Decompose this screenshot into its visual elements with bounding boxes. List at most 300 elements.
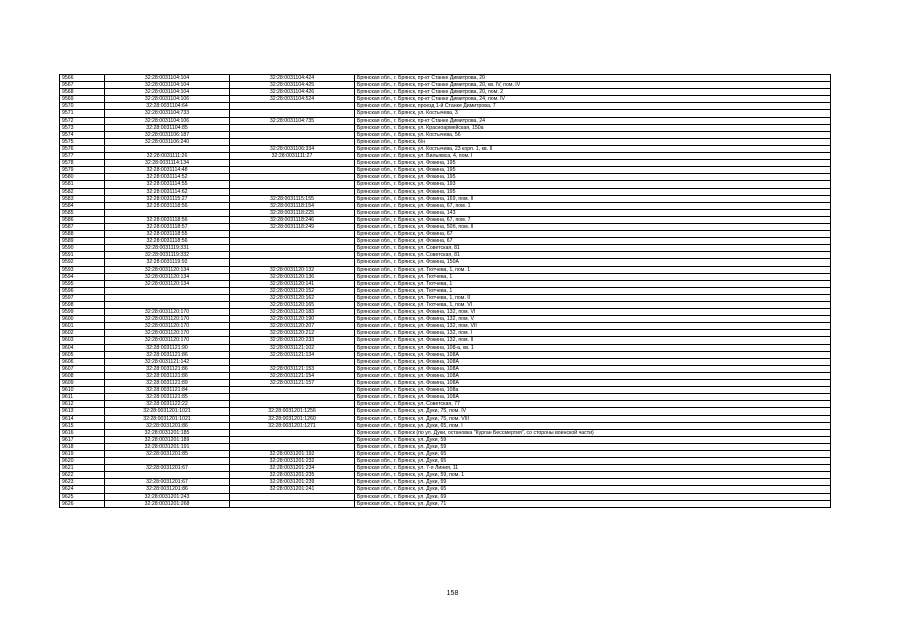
table-row	[60, 216, 831, 223]
land-cadastral-number-cell: 32:28:0031121:142	[105, 358, 230, 365]
object-cadastral-number-cell	[230, 231, 355, 238]
land-cadastral-number-cell: 32:28:0031118:57	[105, 223, 230, 230]
land-cadastral-number-cell: 32:28:0031201:86	[105, 422, 230, 429]
row-number-cell: 9622	[60, 472, 105, 479]
object-cadastral-number-cell: 32:28:0031106:334	[230, 145, 355, 152]
address-cell: Брянская обл., г. Брянск, ул. Фокина, 108А	[355, 351, 831, 358]
row-number-cell: 9576	[60, 145, 105, 152]
land-cadastral-number-cell: 32:28:0031121:86	[105, 372, 230, 379]
row-number-cell: 9620	[60, 458, 105, 465]
row-number-cell: 9588	[60, 231, 105, 238]
object-cadastral-number-cell: 32:28:0031120:183	[230, 309, 355, 316]
row-number-cell: 9612	[60, 401, 105, 408]
land-cadastral-number-cell: 32:28:0031201:1021	[105, 408, 230, 415]
address-cell: Брянская обл., г. Брянск, б/н	[355, 138, 831, 145]
table-row	[60, 82, 831, 89]
object-cadastral-number-cell: 32:28:0031120:136	[230, 273, 355, 280]
land-cadastral-number-cell: 32:28:0031201:1021	[105, 415, 230, 422]
object-cadastral-number-cell: 32:28:0031201:1271	[230, 422, 355, 429]
land-cadastral-number-cell: 32:28:0031120:170	[105, 309, 230, 316]
row-number-cell: 9568	[60, 89, 105, 96]
row-number-cell: 9577	[60, 153, 105, 160]
table-row	[60, 323, 831, 330]
address-cell: Брянская обл., г. Брянск, ул. Дуки, 75, пом. VIII	[355, 415, 831, 422]
address-cell: Брянская обл., г. Брянск, ул. Тютчева, 1, пом. VI	[355, 302, 831, 309]
address-cell: Брянская обл., г. Брянск, ул. Тютчева, 1	[355, 280, 831, 287]
object-cadastral-number-cell: 32:28:0031121:154	[230, 372, 355, 379]
object-cadastral-number-cell: 32:28:0031104:524	[230, 96, 355, 103]
address-cell: Брянская обл., г. Брянск, ул. Тютчева, 1, пом. 1	[355, 266, 831, 273]
table-row	[60, 479, 831, 486]
row-number-cell: 9590	[60, 245, 105, 252]
table-row	[60, 75, 831, 82]
row-number-cell: 9575	[60, 138, 105, 145]
table-row	[60, 202, 831, 209]
object-cadastral-number-cell: 32:28:0031118:225	[230, 209, 355, 216]
land-cadastral-number-cell: 32:28:0031121:86	[105, 351, 230, 358]
table-row	[60, 231, 831, 238]
land-cadastral-number-cell: 32:28:0031121:86	[105, 365, 230, 372]
address-cell: Брянская обл., г. Брянск, ул. Тютчева, 1	[355, 273, 831, 280]
table-row	[60, 394, 831, 401]
object-cadastral-number-cell: 32:28:0031121:134	[230, 351, 355, 358]
table-row	[60, 337, 831, 344]
row-number-cell: 9574	[60, 131, 105, 138]
land-cadastral-number-cell: 32:28:0031118:55	[105, 231, 230, 238]
address-cell: Брянская обл., г. Брянск, ул. Фокина, 67, пом. 7	[355, 216, 831, 223]
object-cadastral-number-cell	[230, 238, 355, 245]
address-cell: Брянская обл., г. Брянск, ул. Дуки, 59	[355, 479, 831, 486]
table-row	[60, 429, 831, 436]
row-number-cell: 9591	[60, 252, 105, 259]
row-number-cell: 9619	[60, 450, 105, 457]
row-number-cell: 9615	[60, 422, 105, 429]
object-cadastral-number-cell: 32:28:0031201:234	[230, 465, 355, 472]
row-number-cell: 9625	[60, 493, 105, 500]
object-cadastral-number-cell: 32:28:0031120:152	[230, 287, 355, 294]
row-number-cell: 9587	[60, 223, 105, 230]
table-row	[60, 351, 831, 358]
object-cadastral-number-cell: 32:28:0031201:192	[230, 450, 355, 457]
land-cadastral-number-cell: 32:28:0031114:134	[105, 160, 230, 167]
land-cadastral-number-cell: 32:28:0031114:62	[105, 188, 230, 195]
row-number-cell: 9621	[60, 465, 105, 472]
row-number-cell: 9571	[60, 110, 105, 117]
object-cadastral-number-cell	[230, 493, 355, 500]
object-cadastral-number-cell: 32:28:0031201:232	[230, 458, 355, 465]
object-cadastral-number-cell	[230, 394, 355, 401]
address-cell: Брянская обл., г. Брянск, ул. Фокина, 108А	[355, 358, 831, 365]
table-row	[60, 117, 831, 124]
table-row	[60, 493, 831, 500]
land-cadastral-number-cell	[105, 302, 230, 309]
land-cadastral-number-cell: 32:28:0031120:170	[105, 337, 230, 344]
row-number-cell: 9584	[60, 202, 105, 209]
land-cadastral-number-cell: 32:28:0031106:240	[105, 138, 230, 145]
row-number-cell: 9572	[60, 117, 105, 124]
address-cell: Брянская обл., г. Брянск, ул. 7-я Линия, 11	[355, 465, 831, 472]
object-cadastral-number-cell	[230, 124, 355, 131]
object-cadastral-number-cell: 32:28:0031121:157	[230, 380, 355, 387]
table-row	[60, 387, 831, 394]
object-cadastral-number-cell: 32:28:0031115:155	[230, 195, 355, 202]
object-cadastral-number-cell: 32:28:0031120:165	[230, 302, 355, 309]
table-row	[60, 103, 831, 110]
object-cadastral-number-cell	[230, 103, 355, 110]
land-cadastral-number-cell	[105, 209, 230, 216]
row-number-cell: 9613	[60, 408, 105, 415]
row-number-cell: 9598	[60, 302, 105, 309]
table-row	[60, 309, 831, 316]
land-cadastral-number-cell: 32:28:0031104:64	[105, 103, 230, 110]
row-number-cell: 9618	[60, 443, 105, 450]
land-cadastral-number-cell: 32:28:0031201:67	[105, 465, 230, 472]
land-cadastral-number-cell: 32:28:0031118:56	[105, 216, 230, 223]
row-number-cell: 9578	[60, 160, 105, 167]
row-number-cell: 9605	[60, 351, 105, 358]
address-cell: Брянская обл., г. Брянск, ул. Фокина, 50б, пом. II	[355, 223, 831, 230]
address-cell: Брянская обл., г. Брянск, пр-кт Станке Димитрова, 20, кв. IV, пом. IV	[355, 82, 831, 89]
land-cadastral-number-cell: 32:28:0031120:134	[105, 273, 230, 280]
land-cadastral-number-cell: 32:28:0031114:52	[105, 174, 230, 181]
row-number-cell: 9594	[60, 273, 105, 280]
table-row	[60, 252, 831, 259]
table-row	[60, 344, 831, 351]
object-cadastral-number-cell: 32:28:0031118:249	[230, 223, 355, 230]
row-number-cell: 9626	[60, 500, 105, 507]
object-cadastral-number-cell: 32:28:0031120:233	[230, 337, 355, 344]
table-row	[60, 443, 831, 450]
table-row	[60, 138, 831, 145]
address-cell: Брянская обл., г. Брянск, ул. Красноармейская, 150а	[355, 124, 831, 131]
row-number-cell: 9623	[60, 479, 105, 486]
land-cadastral-number-cell: 32:28:0031119:92	[105, 259, 230, 266]
table-row	[60, 500, 831, 507]
object-cadastral-number-cell	[230, 358, 355, 365]
address-cell: Брянская обл., г. Брянск, ул. Фокина, 67	[355, 231, 831, 238]
address-cell: Брянская обл., г. Брянск, ул. Фокина, 143	[355, 209, 831, 216]
table-row	[60, 486, 831, 493]
object-cadastral-number-cell	[230, 252, 355, 259]
table-row	[60, 316, 831, 323]
land-cadastral-number-cell: 32:28:0031119:332	[105, 252, 230, 259]
address-cell: Брянская обл., г. Брянск, ул. Фокина, 132, пом. II	[355, 337, 831, 344]
land-cadastral-number-cell: 32:28:0031104:106	[105, 117, 230, 124]
table-row	[60, 174, 831, 181]
row-number-cell: 9581	[60, 181, 105, 188]
address-cell: Брянская обл., г. Брянск, ул. Фокина, 195	[355, 167, 831, 174]
table-row	[60, 372, 831, 379]
address-cell: Брянская обл., г. Брянск, ул. Советская, 77	[355, 401, 831, 408]
address-cell: Брянская обл., г. Брянск, ул. Дуки, 59, пом. 1	[355, 472, 831, 479]
address-cell: Брянская обл., г. Брянск, ул. Фокина, 132, пом. VII	[355, 323, 831, 330]
row-number-cell: 9592	[60, 259, 105, 266]
land-cadastral-number-cell	[105, 145, 230, 152]
land-cadastral-number-cell: 32:28:0031122:22	[105, 401, 230, 408]
land-cadastral-number-cell: 32:28:0031121:85	[105, 394, 230, 401]
table-row	[60, 145, 831, 152]
address-cell: Брянская обл., г. Брянск, ул. Фокина, 67, пом. 1	[355, 202, 831, 209]
row-number-cell: 9570	[60, 103, 105, 110]
land-cadastral-number-cell: 32:28:0031104:733	[105, 110, 230, 117]
object-cadastral-number-cell	[230, 131, 355, 138]
address-cell: Брянская обл., г. Брянск, ул. Дуки, 65, пом. I	[355, 422, 831, 429]
object-cadastral-number-cell: 32:28:0031118:154	[230, 202, 355, 209]
address-cell: Брянская обл., г. Брянск, ул. Фокина, 150А	[355, 259, 831, 266]
row-number-cell: 9582	[60, 188, 105, 195]
address-cell: Брянская обл., г. Брянск, ул. Костычева, 56	[355, 131, 831, 138]
land-cadastral-number-cell: 32:28:0031119:331	[105, 245, 230, 252]
address-cell: Брянская обл., г. Брянск, ул. Фокина, 193	[355, 181, 831, 188]
object-cadastral-number-cell: 32:28:0031104:426	[230, 89, 355, 96]
address-cell: Брянская обл., г. Брянск, ул. Дуки, 69	[355, 493, 831, 500]
land-cadastral-number-cell: 32:28:0031114:55	[105, 181, 230, 188]
land-cadastral-number-cell: 32:28:0031118:56	[105, 238, 230, 245]
object-cadastral-number-cell: 32:28:0031201:1256	[230, 408, 355, 415]
table-row	[60, 195, 831, 202]
land-cadastral-number-cell: 32:28:0031120:170	[105, 330, 230, 337]
land-cadastral-number-cell: 32:28:0031104:104	[105, 89, 230, 96]
address-cell: Брянская обл., г. Брянск, пр-кт Станке Димитрова, 24	[355, 117, 831, 124]
land-cadastral-number-cell: 32:28:0031111:26	[105, 153, 230, 160]
table-row	[60, 330, 831, 337]
row-number-cell: 9579	[60, 167, 105, 174]
object-cadastral-number-cell	[230, 500, 355, 507]
address-cell: Брянская обл., г. Брянск, ул. Фокина, 108А	[355, 380, 831, 387]
address-cell: Брянская обл., г. Брянск, ул. Вильямса, 4, пом. I	[355, 153, 831, 160]
object-cadastral-number-cell	[230, 188, 355, 195]
land-cadastral-number-cell	[105, 458, 230, 465]
table-row	[60, 273, 831, 280]
row-number-cell: 9566	[60, 75, 105, 82]
address-cell: Брянская обл., г. Брянск, пр-кт Станке Димитрова, 20, пом. 2	[355, 89, 831, 96]
object-cadastral-number-cell: 32:28:0031111:27	[230, 153, 355, 160]
address-cell: Брянская обл., г. Брянск, ул. Фокина, 108а	[355, 387, 831, 394]
address-cell: Брянская обл., г. Брянск (по ул. Дуки, остановка "Курган Бессмертия", со стороны воинской части)	[355, 429, 831, 436]
table-row	[60, 294, 831, 301]
row-number-cell: 9609	[60, 380, 105, 387]
table-row	[60, 472, 831, 479]
object-cadastral-number-cell: 32:28:0031118:246	[230, 216, 355, 223]
object-cadastral-number-cell	[230, 167, 355, 174]
address-cell: Брянская обл., г. Брянск, ул. Дуки, 59	[355, 436, 831, 443]
address-cell: Брянская обл., г. Брянск, ул. Фокина, 108-а, кв. 1	[355, 344, 831, 351]
land-cadastral-number-cell: 32:28:0031118:56	[105, 202, 230, 209]
land-cadastral-number-cell: 32:28:0031201:86	[105, 486, 230, 493]
row-number-cell: 9599	[60, 309, 105, 316]
object-cadastral-number-cell: 32:28:0031120:162	[230, 294, 355, 301]
table-row	[60, 358, 831, 365]
row-number-cell: 9624	[60, 486, 105, 493]
table-row	[60, 124, 831, 131]
object-cadastral-number-cell: 32:28:0031121:102	[230, 344, 355, 351]
address-cell: Брянская обл., г. Брянск, ул. Фокина, 195	[355, 160, 831, 167]
table-row	[60, 401, 831, 408]
row-number-cell: 9606	[60, 358, 105, 365]
row-number-cell: 9603	[60, 337, 105, 344]
land-cadastral-number-cell: 32:28:0031121:89	[105, 380, 230, 387]
table-row	[60, 160, 831, 167]
address-cell: Брянская обл., г. Брянск, ул. Фокина, 195	[355, 188, 831, 195]
object-cadastral-number-cell: 32:28:0031120:141	[230, 280, 355, 287]
address-cell: Брянская обл., г. Брянск, проезд 1-й Станке Димитрова, 7	[355, 103, 831, 110]
row-number-cell: 9596	[60, 287, 105, 294]
registry-table-body	[60, 75, 831, 508]
row-number-cell: 9607	[60, 365, 105, 372]
row-number-cell: 9573	[60, 124, 105, 131]
address-cell: Брянская обл., г. Брянск, ул. Фокина, 132, пом. I	[355, 330, 831, 337]
table-row	[60, 238, 831, 245]
object-cadastral-number-cell	[230, 436, 355, 443]
row-number-cell: 9595	[60, 280, 105, 287]
table-row	[60, 209, 831, 216]
object-cadastral-number-cell	[230, 110, 355, 117]
address-cell: Брянская обл., г. Брянск, ул. Советская, 81	[355, 252, 831, 259]
table-row	[60, 422, 831, 429]
address-cell: Брянская обл., г. Брянск, пр-кт Станке Димитрова, 24, пом. IV	[355, 96, 831, 103]
row-number-cell: 9593	[60, 266, 105, 273]
object-cadastral-number-cell: 32:28:0031201:235	[230, 472, 355, 479]
address-cell: Брянская обл., г. Брянск, ул. Фокина, 169, пом. II	[355, 195, 831, 202]
land-cadastral-number-cell: 32:28:0031121:90	[105, 344, 230, 351]
table-row	[60, 302, 831, 309]
object-cadastral-number-cell	[230, 429, 355, 436]
land-cadastral-number-cell	[105, 294, 230, 301]
table-row	[60, 365, 831, 372]
table-row	[60, 167, 831, 174]
row-number-cell: 9589	[60, 238, 105, 245]
object-cadastral-number-cell: 32:28:0031104:735	[230, 117, 355, 124]
object-cadastral-number-cell	[230, 387, 355, 394]
row-number-cell: 9583	[60, 195, 105, 202]
object-cadastral-number-cell: 32:28:0031104:424	[230, 75, 355, 82]
object-cadastral-number-cell: 32:28:0031201:239	[230, 479, 355, 486]
row-number-cell: 9602	[60, 330, 105, 337]
object-cadastral-number-cell	[230, 259, 355, 266]
land-cadastral-number-cell: 32:28:0031121:84	[105, 387, 230, 394]
table-row	[60, 380, 831, 387]
address-cell: Брянская обл., г. Брянск, ул. Фокина, 108А	[355, 394, 831, 401]
table-row	[60, 266, 831, 273]
table-row	[60, 465, 831, 472]
row-number-cell: 9617	[60, 436, 105, 443]
land-cadastral-number-cell: 32:28:0031114:48	[105, 167, 230, 174]
land-cadastral-number-cell: 32:28:0031201:191	[105, 443, 230, 450]
row-number-cell: 9604	[60, 344, 105, 351]
table-row	[60, 245, 831, 252]
address-cell: Брянская обл., г. Брянск, ул. Фокина, 132, пом. VI	[355, 309, 831, 316]
row-number-cell: 9601	[60, 323, 105, 330]
land-cadastral-number-cell: 32:28:0031201:185	[105, 429, 230, 436]
land-cadastral-number-cell: 32:28:0031104:106	[105, 96, 230, 103]
table-row	[60, 223, 831, 230]
address-cell: Брянская обл., г. Брянск, ул. Костычева, 3	[355, 110, 831, 117]
table-row	[60, 131, 831, 138]
table-row	[60, 89, 831, 96]
table-row	[60, 96, 831, 103]
land-cadastral-number-cell: 32:28:0031201:189	[105, 436, 230, 443]
land-cadastral-number-cell: 32:28:0031120:170	[105, 316, 230, 323]
page-number: 158	[446, 590, 459, 597]
row-number-cell: 9569	[60, 96, 105, 103]
address-cell: Брянская обл., г. Брянск, ул. Дуки, 75, пом. IV	[355, 408, 831, 415]
table-row	[60, 153, 831, 160]
row-number-cell: 9597	[60, 294, 105, 301]
address-cell: Брянская обл., г. Брянск, ул. Дуки, 65	[355, 486, 831, 493]
table-row	[60, 450, 831, 457]
row-number-cell: 9585	[60, 209, 105, 216]
row-number-cell: 9616	[60, 429, 105, 436]
row-number-cell: 9608	[60, 372, 105, 379]
land-cadastral-number-cell	[105, 472, 230, 479]
land-cadastral-number-cell: 32:28:0031104:104	[105, 75, 230, 82]
object-cadastral-number-cell: 32:28:0031120:212	[230, 330, 355, 337]
table-row	[60, 458, 831, 465]
table-row	[60, 287, 831, 294]
land-cadastral-number-cell: 32:28:0031201:243	[105, 493, 230, 500]
address-cell: Брянская обл., г. Брянск, ул. Фокина, 67	[355, 238, 831, 245]
land-cadastral-number-cell: 32:28:0031106:187	[105, 131, 230, 138]
row-number-cell: 9580	[60, 174, 105, 181]
table-row	[60, 259, 831, 266]
address-cell: Брянская обл., г. Брянск, ул. Тютчева, 1, пом. II	[355, 294, 831, 301]
row-number-cell: 9600	[60, 316, 105, 323]
address-cell: Брянская обл., г. Брянск, ул. Фокина, 108А	[355, 372, 831, 379]
table-row	[60, 110, 831, 117]
row-number-cell: 9610	[60, 387, 105, 394]
address-cell: Брянская обл., г. Брянск, ул. Фокина, 108А	[355, 365, 831, 372]
row-number-cell: 9567	[60, 82, 105, 89]
address-cell: Брянская обл., г. Брянск, ул. Дуки, 71	[355, 500, 831, 507]
land-cadastral-number-cell: 32:28:0031120:170	[105, 323, 230, 330]
land-cadastral-number-cell: 32:28:0031201:268	[105, 500, 230, 507]
land-cadastral-number-cell	[105, 287, 230, 294]
address-cell: Брянская обл., г. Брянск, ул. Фокина, 195	[355, 174, 831, 181]
object-cadastral-number-cell	[230, 160, 355, 167]
table-row	[60, 280, 831, 287]
object-cadastral-number-cell: 32:28:0031120:132	[230, 266, 355, 273]
land-cadastral-number-cell: 32:28:0031201:85	[105, 450, 230, 457]
land-cadastral-number-cell: 32:28:0031104:85	[105, 124, 230, 131]
object-cadastral-number-cell	[230, 174, 355, 181]
table-row	[60, 415, 831, 422]
row-number-cell: 9614	[60, 415, 105, 422]
object-cadastral-number-cell	[230, 443, 355, 450]
object-cadastral-number-cell: 32:28:0031120:207	[230, 323, 355, 330]
object-cadastral-number-cell	[230, 245, 355, 252]
object-cadastral-number-cell: 32:28:0031120:190	[230, 316, 355, 323]
row-number-cell: 9611	[60, 394, 105, 401]
table-row	[60, 408, 831, 415]
land-cadastral-number-cell: 32:28:0031120:134	[105, 280, 230, 287]
registry-table	[59, 74, 831, 508]
object-cadastral-number-cell: 32:28:0031121:153	[230, 365, 355, 372]
address-cell: Брянская обл., г. Брянск, ул. Фокина, 132, пом. V	[355, 316, 831, 323]
object-cadastral-number-cell	[230, 138, 355, 145]
object-cadastral-number-cell	[230, 181, 355, 188]
address-cell: Брянская обл., г. Брянск, ул. Костычева, 23 корп. 1, кв. II	[355, 145, 831, 152]
land-cadastral-number-cell: 32:28:0031120:134	[105, 266, 230, 273]
address-cell: Брянская обл., г. Брянск, ул. Дуки, 59	[355, 443, 831, 450]
land-cadastral-number-cell: 32:28:0031201:67	[105, 479, 230, 486]
object-cadastral-number-cell: 32:28:0031104:425	[230, 82, 355, 89]
land-cadastral-number-cell: 32:28:0031115:27	[105, 195, 230, 202]
object-cadastral-number-cell: 32:28:0031201:1260	[230, 415, 355, 422]
address-cell: Брянская обл., г. Брянск, ул. Тютчева, 1	[355, 287, 831, 294]
table-row	[60, 188, 831, 195]
address-cell: Брянская обл., г. Брянск, ул. Дуки, 65	[355, 458, 831, 465]
table-row	[60, 436, 831, 443]
